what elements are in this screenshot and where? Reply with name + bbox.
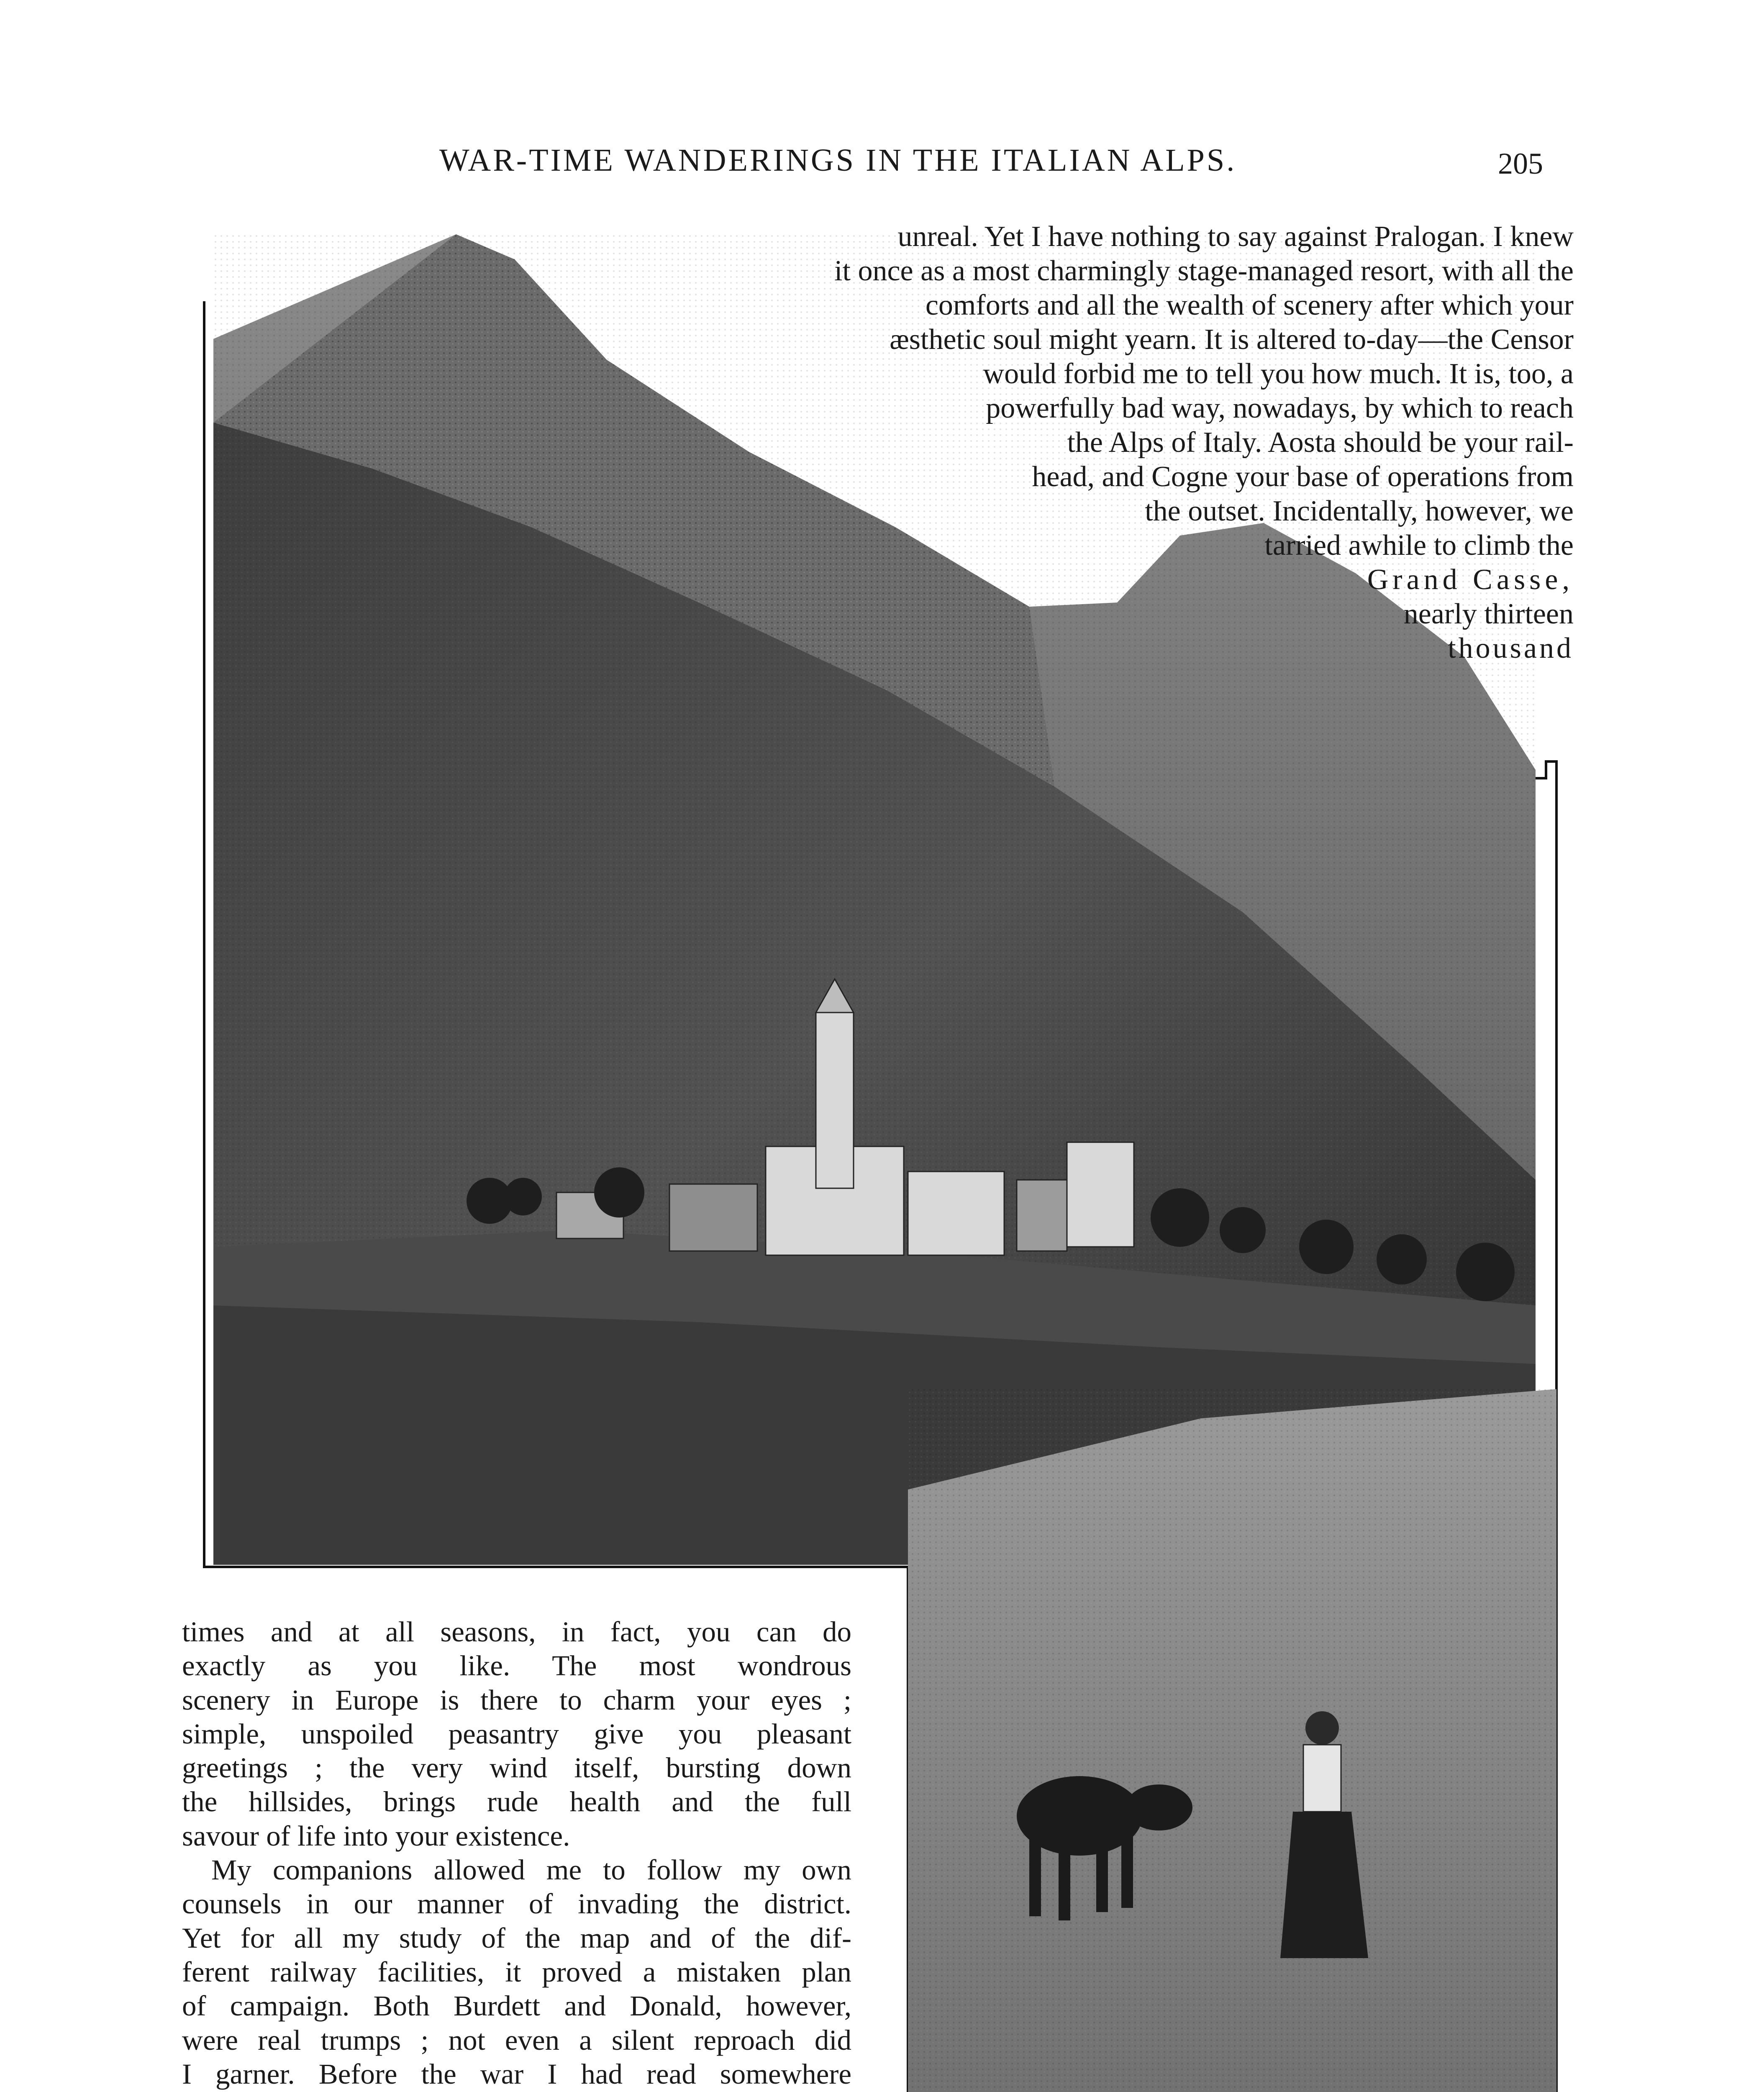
text-line: ferent railway facilities, it proved a mistaken plan bbox=[182, 1956, 851, 1988]
text-line: it once as a most charmingly stage-managed resort, with all the bbox=[834, 255, 1574, 287]
running-title: WAR-TIME WANDERINGS IN THE ITALIAN ALPS. bbox=[439, 143, 1237, 178]
text-line: æsthetic soul might yearn. It is altered to-day—the Censor bbox=[890, 323, 1574, 356]
text-line: thousand bbox=[1448, 632, 1574, 664]
text-line: would forbid me to tell you how much. It is, too, a bbox=[983, 358, 1574, 390]
article-text-upper bbox=[611, 220, 1574, 666]
text-line: unreal. Yet I have nothing to say against Pralogan. I knew bbox=[897, 220, 1574, 253]
text-line: head, and Cogne your base of operations from bbox=[1032, 461, 1574, 493]
text-line: times and at all seasons, in fact, you can do bbox=[182, 1616, 851, 1648]
text-line: scenery in Europe is there to charm your eyes ; bbox=[182, 1684, 851, 1716]
text-line: counsels in our manner of invading the district. bbox=[182, 1888, 851, 1920]
text-line: the Alps of Italy. Aosta should be your rail- bbox=[1067, 426, 1574, 459]
page-number: 205 bbox=[1498, 147, 1543, 180]
text-line: simple, unspoiled peasantry give you pleasant bbox=[182, 1718, 851, 1750]
text-line: exactly as you like. The most wondrous bbox=[182, 1650, 851, 1682]
text-line: I garner. Before the war I had read somewhere bbox=[182, 2058, 851, 2090]
text-line: savour of life into your existence. bbox=[182, 1820, 570, 1852]
article-text-lower bbox=[182, 1615, 851, 2092]
text-line: the outset. Incidentally, however, we bbox=[1145, 495, 1574, 527]
text-line: Grand Casse, bbox=[1367, 564, 1574, 596]
text-line: of campaign. Both Burdett and Donald, however, bbox=[182, 1990, 851, 2022]
text-line: tarried awhile to climb the bbox=[1264, 529, 1574, 561]
text-line: comforts and all the wealth of scenery after which your bbox=[925, 289, 1574, 321]
text-line: greetings ; the very wind itself, bursting down bbox=[182, 1752, 851, 1784]
text-line: nearly thirteen bbox=[1403, 598, 1574, 630]
text-line: the hillsides, brings rude health and the full bbox=[182, 1786, 851, 1818]
text-line: were real trumps ; not even a silent reproach did bbox=[182, 2024, 851, 2056]
text-line: Yet for all my study of the map and of the dif- bbox=[182, 1922, 851, 1954]
text-line: My companions allowed me to follow my own bbox=[211, 1854, 851, 1886]
text-line: powerfully bad way, nowadays, by which to reach bbox=[986, 392, 1574, 424]
